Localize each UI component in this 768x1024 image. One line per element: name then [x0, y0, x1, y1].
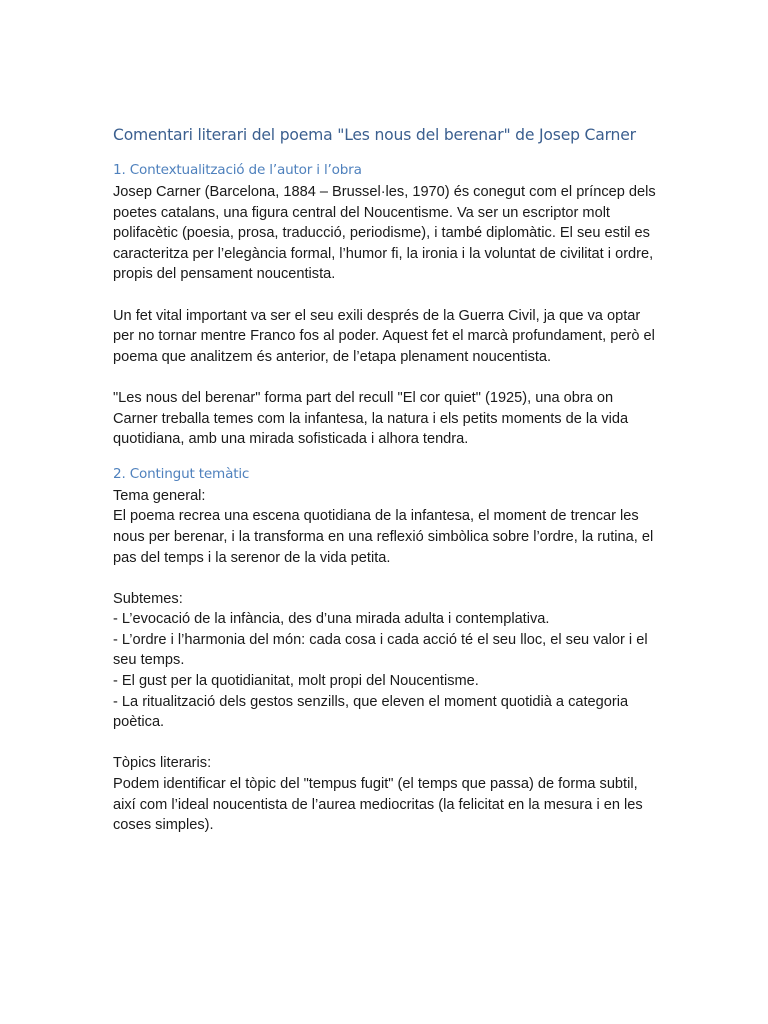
document-page — [113, 124, 661, 836]
tema-label: Tema general: — [113, 487, 206, 504]
list-item: - L’evocació de la infància, des d’una mirada adulta i contemplativa. — [113, 611, 550, 628]
section-spacer — [113, 450, 661, 464]
section-heading-context: 1. Contextualització de l’autor i l’obra — [113, 162, 362, 178]
context-paragraph-2: Un fet vital important va ser el seu exili després de la Guerra Civil, ja que va optar per no tornar mentre Franco fos al poder. Aquest fet el marcà profundament, però el poema que analitzem és anterior, de l’etapa plenament noucentista. — [113, 307, 655, 365]
subtemes-label: Subtemes: — [113, 590, 183, 607]
document-title: Comentari literari del poema "Les nous del berenar" de Josep Carner — [113, 126, 636, 144]
list-item: - L’ordre i l’harmonia del món: cada cosa i cada acció té el seu lloc, el seu valor i el seu temps. — [113, 631, 648, 669]
topics-text: Podem identificar el tòpic del "tempus fugit" (el temps que passa) de forma subtil, així com l’ideal noucentista de l’aurea mediocritas (la felicitat en la mesura i en les coses simples). — [113, 776, 643, 834]
paragraph-spacer — [113, 733, 661, 754]
paragraph-spacer — [113, 568, 661, 589]
section-heading-content: 2. Contingut temàtic — [113, 465, 250, 482]
subtemes-list — [113, 609, 661, 733]
context-paragraph-3: "Les nous del berenar" forma part del recull "El cor quiet" (1925), una obra on Carner treballa temes com la infantesa, la natura i els petits moments de la vida quotidiana, amb una mirada sofisticada i alhora tendra. — [113, 389, 629, 448]
paragraph-spacer — [113, 285, 661, 306]
context-paragraph-1: Josep Carner (Barcelona, 1884 – Brussel·les, 1970) és conegut com el príncep dels poetes catalans, una figura central del Noucentisme. Va ser un escriptor molt polifacètic (poesia, prosa, traducció, periodisme), i també diplomàtic. El seu estil es caracteritza per l’elegància formal, l’humor fi, la ironia i la voluntat de civilitat i ordre, propis del pensament noucentista. — [113, 184, 656, 283]
topics-label: Tòpics literaris: — [113, 755, 212, 772]
list-item: - La ritualització dels gestos senzills, que eleven el moment quotidià a categoria poètica. — [113, 693, 629, 731]
paragraph-spacer — [113, 367, 661, 388]
list-item: - El gust per la quotidianitat, molt propi del Noucentisme. — [113, 673, 479, 690]
tema-text: El poema recrea una escena quotidiana de la infantesa, el moment de trencar les nous per berenar, i la transforma en una reflexió simbòlica sobre l’ordre, la rutina, el pas del temps i la serenor de la vida petita. — [113, 508, 654, 566]
